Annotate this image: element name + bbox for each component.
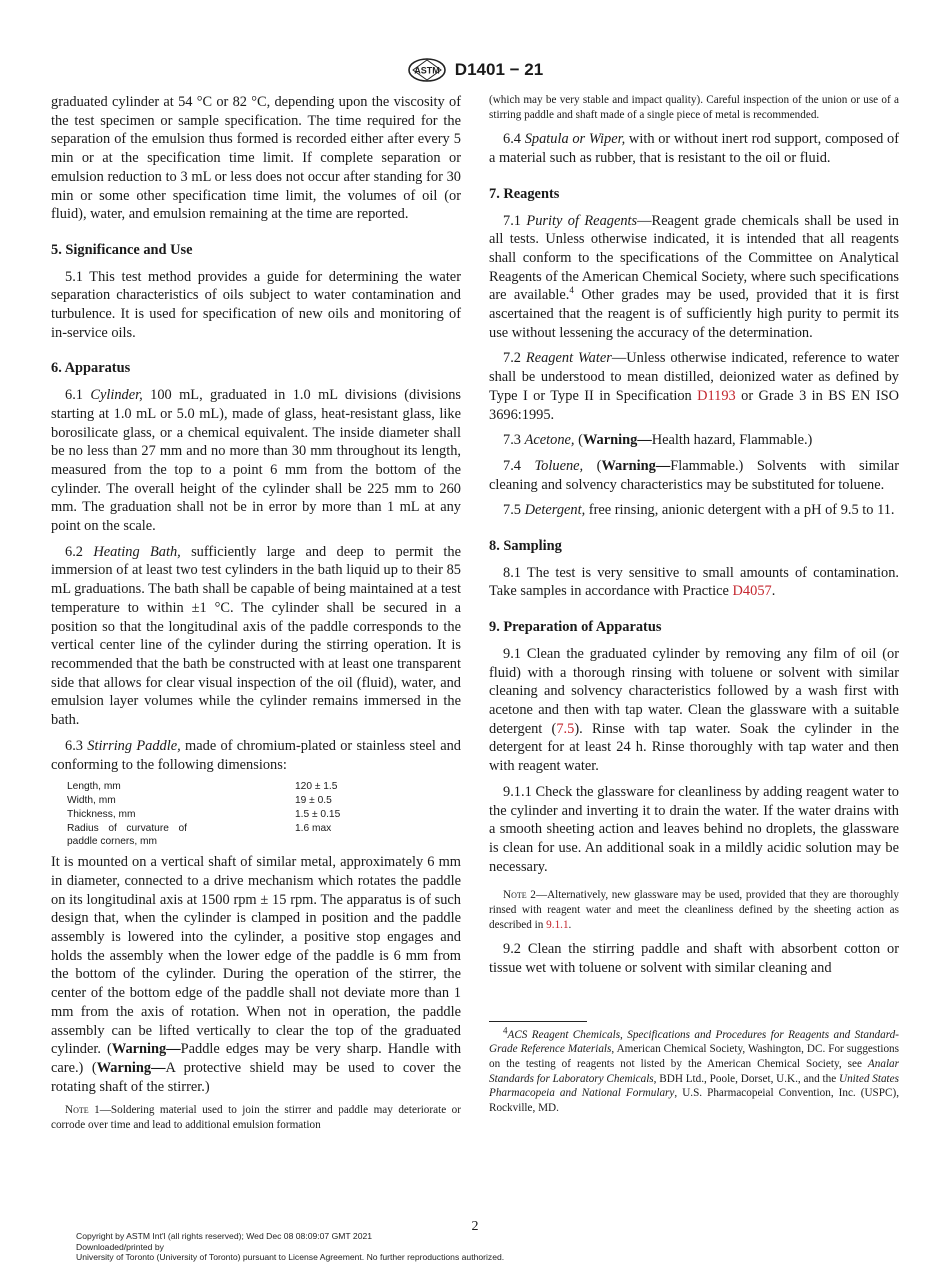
para-9-2: 9.2 Clean the stirring paddle and shaft with absorbent cotton or tissue wet with toluene or solvent with similar cleaning and bbox=[489, 941, 899, 977]
footer-line: University of Toronto (University of Toronto) pursuant to License Agreement. No further reproductions authorized. bbox=[76, 1252, 505, 1263]
note-1-continued: (which may be very stable and impact quality). Careful inspection of the union or use of a stirring paddle and shaft made of a single piece of metal is recommended. bbox=[489, 94, 899, 121]
document-designation: D1401 − 21 bbox=[454, 60, 544, 79]
page-header bbox=[0, 58, 950, 82]
para-5-1: 5.1 This test method provides a guide for determining the water separation characteristics of oils subject to water contamination and turbulence. It is used for specification of new oils and monitoring of in-service oils. bbox=[51, 268, 461, 341]
section-6-heading: 6. Apparatus bbox=[51, 360, 131, 377]
page-number: 2 bbox=[471, 1219, 479, 1234]
para-7-1: 7.1 Purity of Reagents—Reagent grade chemicals shall be used in all tests. Unless otherwise indicated, it is intended that all reagents shall conform to the specifications of the Committee on Analytical Reagents of the American Chemical Society, where such specifications are available.$^4$ Other grades may be used, provided that it is first ascertained that the reagent is of sufficiently high purity to permit its use without lessening the accuracy of the determination. bbox=[489, 212, 900, 341]
para-8-1: 8.1 The test is very sensitive to small amounts of contamination. Take samples in accordance with Practice D4057. bbox=[489, 564, 899, 600]
link-7-5[interactable]: 7.5 bbox=[556, 720, 575, 737]
para-9-1: 9.1 Clean the graduated cylinder by removing any film of oil (or fluid) with a thorough rinsing with toluene or solvent with similar cleaning and solvency characteristics followed by a wash first with acetone and then with tap water. Clean the glassware with a suitable detergent (7.5). Rinse with tap water. Soak the cylinder in the detergent for at least 24 h. Rinse thoroughly with tap water and then with reagent water. bbox=[489, 645, 899, 775]
link-9-1-1[interactable]: 9.1.1 bbox=[546, 918, 569, 931]
section-7-heading: 7. Reagents bbox=[489, 185, 560, 202]
astm-logo-icon bbox=[407, 58, 447, 82]
para-7-2: 7.2 Reagent Water—Unless otherwise indicated, reference to water shall be understood to mean distilled, deionized water as defined by Type I or Type II in Specification D1193 or Grade 3 in BS EN ISO 3696:1995. bbox=[489, 350, 900, 423]
footnote-4: $^4$ACS Reagent Chemicals, Specifications and Procedures for Reagents and Standard-Grade Reference Materials, American Chemical Society, Washington, DC. For suggestions on the testing of reagents not listed by the American Chemical Society, see Analar Standards for Laboratory Chemicals, BDH Ltd., Poole, Dorset, U.K., and the United States Pharmacopeia and National Formulary, U.S. Pharmacopeial Convention, Inc. (USPC), Rockville, MD. bbox=[489, 1025, 899, 1114]
note-2: Note 2—Alternatively, new glassware may be used, provided that they are thoroughly rinsed with reagent water and meet the cleanliness defined by the sheeting action as described in 9.1.1. bbox=[489, 889, 899, 931]
table-row: Thickness, mm 1.5 ± 0.15 bbox=[67, 808, 341, 820]
section-5-heading: 5. Significance and Use bbox=[51, 241, 193, 258]
left-column bbox=[51, 93, 461, 1141]
paddle-dimensions-table bbox=[67, 780, 340, 849]
para-7-4: 7.4 Toluene, (Warning—Flammable.) Solvents with similar cleaning and solvency characteristics may be substituted for toluene. bbox=[489, 457, 899, 493]
intro-paragraph: graduated cylinder at 54 °C or 82 °C, depending upon the viscosity of the test specimen or sample specification. The time required for the separation of the emulsion thus formed is recorded either after every 5 min or at the specification time limit. If complete separation or emulsion reduction to 3 mL or less does not occur after standing for 30 min or some other specification time limit, the volumes of oil (or fluid), water, and emulsion remaining at the time are reported. bbox=[51, 94, 461, 223]
link-d4057[interactable]: D4057 bbox=[732, 583, 772, 600]
footnote-ref: 4 bbox=[569, 285, 574, 296]
note-1: Note 1—Soldering material used to join the stirrer and paddle may deteriorate or corrode over time and lead to additional emulsion formation bbox=[51, 1104, 461, 1132]
table-row: Width, mm 19 ± 0.5 bbox=[67, 795, 332, 806]
footer-line: Downloaded/printed by bbox=[76, 1241, 164, 1252]
para-6-2: 6.2 Heating Bath, sufficiently large and deep to permit the immersion of at least two test cylinders in the bath liquid up to their 85 mL graduations. The bath shall be capable of being maintained at a test temperature to within ±1 °C. The cylinder shall be secured in a position so that the longitudinal axis of the paddle corresponds to the vertical center line of the cylinder during the stirring operation. It is recommended that the bath be constructed with at least one transparent side that allows for clear visual inspection of the oil (fluid), water, and emulsion layer volumes while the cylinder remains immersed in the bath. bbox=[51, 543, 461, 729]
svg-text:ASTM: ASTM bbox=[414, 65, 440, 76]
para-6-4: 6.4 Spatula or Wiper, with or without inert rod support, composed of a material such as rubber, that is resistant to the oil or fluid. bbox=[489, 131, 899, 167]
link-d1193[interactable]: D1193 bbox=[697, 387, 736, 404]
section-8-heading: 8. Sampling bbox=[489, 538, 562, 555]
copyright-footer bbox=[76, 1231, 504, 1263]
section-9-heading: 9. Preparation of Apparatus bbox=[489, 619, 662, 636]
right-column bbox=[489, 93, 899, 1115]
para-6-3-continued: It is mounted on a vertical shaft of similar metal, approximately 6 mm in diameter, connected to a drive mechanism which rotates the paddle on its longitudinal axis at 1500 rpm ± 15 rpm. The apparatus is of such design that, when the cylinder is clamped in position and the paddle assembly is lowered into the cylinder, a positive stop engages and holds the assembly when the lower edge of the paddle is 6 mm from the bottom of the cylinder. During the operation of the stirrer, the center of the bottom edge of the paddle shall not deviate more than 1 mm from the axis of rotation. When not in operation, the paddle assembly can be lifted vertically to clear the top of the graduated cylinder. (Warning—Paddle edges may be very sharp. Handle with care.) (Warning—A protective shield may be used to cover the rotating shaft of the stirrer.) bbox=[51, 854, 462, 1095]
para-6-3: 6.3 Stirring Paddle, made of chromium-plated or stainless steel and conforming to the following dimensions: bbox=[51, 737, 462, 773]
footnote-divider bbox=[489, 1021, 587, 1022]
para-6-1: 6.1 Cylinder, 100 mL, graduated in 1.0 mL divisions (divisions starting at 1.0 mL or 5.0 mL), made of glass, heat-resistant glass, like borosilicate glass, or a chemical equivalent. The inside diameter shall be no less than 27 mm and no more than 30 mm throughout its length, measured from the top to a point 6 mm from the bottom of the cylinder. The overall height of the cylinder shall be 225 mm to 260 mm. The graduation shall not be in error by more than 1 mL at any point on the scale. bbox=[51, 387, 462, 535]
para-7-3: 7.3 Acetone, (Warning—Health hazard, Flammable.) bbox=[503, 432, 813, 449]
footer-line: Copyright by ASTM Int'l (all rights reserved); Wed Dec 08 08:09:07 GMT 2021 bbox=[76, 1231, 373, 1241]
para-9-1-1: 9.1.1 Check the glassware for cleanliness by adding reagent water to the cylinder and inverting it to drain the water. If the water drains with a smooth sheeting action and leaves behind no droplets, the glassware is clean for use. An additional soak in a mildly acidic solution may be necessary. bbox=[489, 783, 899, 875]
table-row: Length, mm 120 ± 1.5 bbox=[67, 781, 338, 793]
para-7-5: 7.5 Detergent, free rinsing, anionic detergent with a pH of 9.5 to 11. bbox=[503, 502, 895, 519]
table-row: Radius of curvature of paddle corners, mm 1.6 max bbox=[67, 822, 332, 848]
